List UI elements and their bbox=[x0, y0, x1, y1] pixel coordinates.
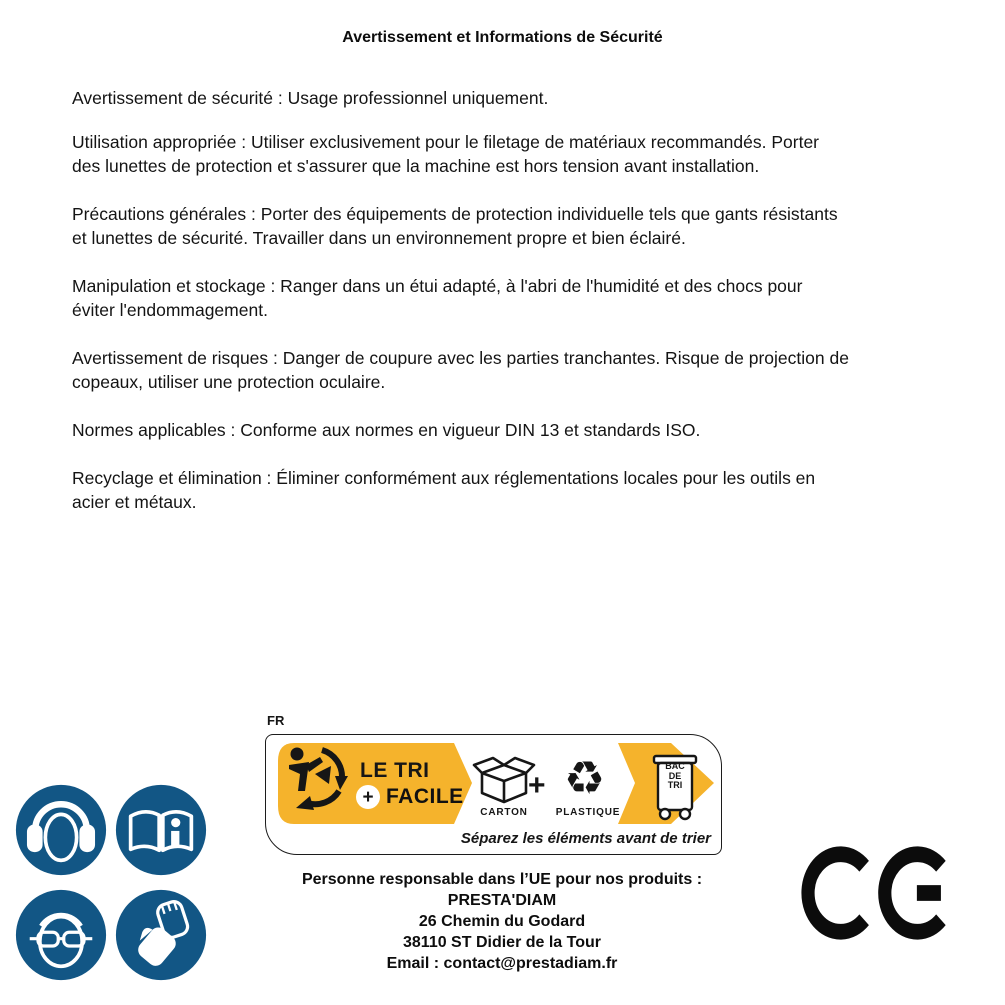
carton-box-icon bbox=[474, 758, 534, 802]
read-manual-icon bbox=[115, 784, 207, 876]
plus-circle-icon: + bbox=[356, 785, 380, 809]
contact-responsible-line: Personne responsable dans l’UE pour nos produits : bbox=[301, 871, 703, 888]
plastic-recycling-icon: ♻ bbox=[564, 751, 606, 805]
ce-mark-icon bbox=[799, 845, 951, 941]
bac-de-tri-text: BAC DE TRI bbox=[665, 761, 685, 790]
recycling-sorting-label bbox=[265, 713, 722, 855]
contact-city: 38110 ST Didier de la Tour bbox=[403, 934, 601, 951]
contact-street: 26 Chemin du Godard bbox=[418, 913, 586, 930]
contact-email: Email : contact@prestadiam.fr bbox=[386, 955, 618, 972]
tri-facile-box bbox=[265, 734, 722, 855]
paragraph-precautions-generales: Précautions générales : Porter des équipements de protection individuelle tels que gants résistants et lunettes de sécurité. Travailler dans un environnement propre et bien éclairé. bbox=[72, 204, 838, 248]
paragraph-avertissement-risques: Avertissement de risques : Danger de coupure avec les parties tranchantes. Risque de projection de copeaux, utiliser une protection oculaire. bbox=[72, 348, 849, 392]
plastique-label: PLASTIQUE bbox=[555, 807, 621, 818]
page-title: Avertissement et Informations de Sécurité bbox=[342, 29, 663, 46]
protective-gloves-icon bbox=[115, 889, 207, 981]
carton-label: CARTON bbox=[480, 807, 528, 818]
safety-text-block bbox=[72, 86, 972, 538]
eye-protection-icon bbox=[15, 889, 107, 981]
contact-company-name: PRESTA'DIAM bbox=[447, 892, 557, 909]
sorting-note: Séparez les éléments avant de trier bbox=[460, 830, 711, 847]
safety-pictograms bbox=[15, 784, 207, 981]
le-tri-text: LE TRI bbox=[360, 759, 430, 782]
paragraph-recyclage-elimination: Recyclage et élimination : Éliminer conformément aux réglementations locales pour les outils en acier et métaux. bbox=[72, 468, 816, 512]
facile-row bbox=[356, 785, 464, 809]
yellow-panel bbox=[278, 743, 472, 824]
plus-sign: + bbox=[528, 769, 546, 802]
ear-protection-icon bbox=[15, 784, 107, 876]
paragraph-avertissement-securite: Avertissement de sécurité : Usage professionnel uniquement. bbox=[72, 88, 549, 108]
paragraph-utilisation-appropriee: Utilisation appropriée : Utiliser exclusivement pour le filetage de matériaux recommandés. Porter des lunettes de protection et s'assurer que la machine est hors tension avant installation. bbox=[72, 132, 820, 176]
contact-block bbox=[252, 869, 752, 974]
country-code-label: FR bbox=[267, 713, 285, 728]
paragraph-manipulation-stockage: Manipulation et stockage : Ranger dans un étui adapté, à l'abri de l'humidité et des chocs pour éviter l'endommagement. bbox=[72, 276, 803, 320]
paragraph-normes-applicables: Normes applicables : Conforme aux normes en vigueur DIN 13 et standards ISO. bbox=[72, 420, 701, 440]
facile-text: FACILE bbox=[386, 785, 464, 808]
